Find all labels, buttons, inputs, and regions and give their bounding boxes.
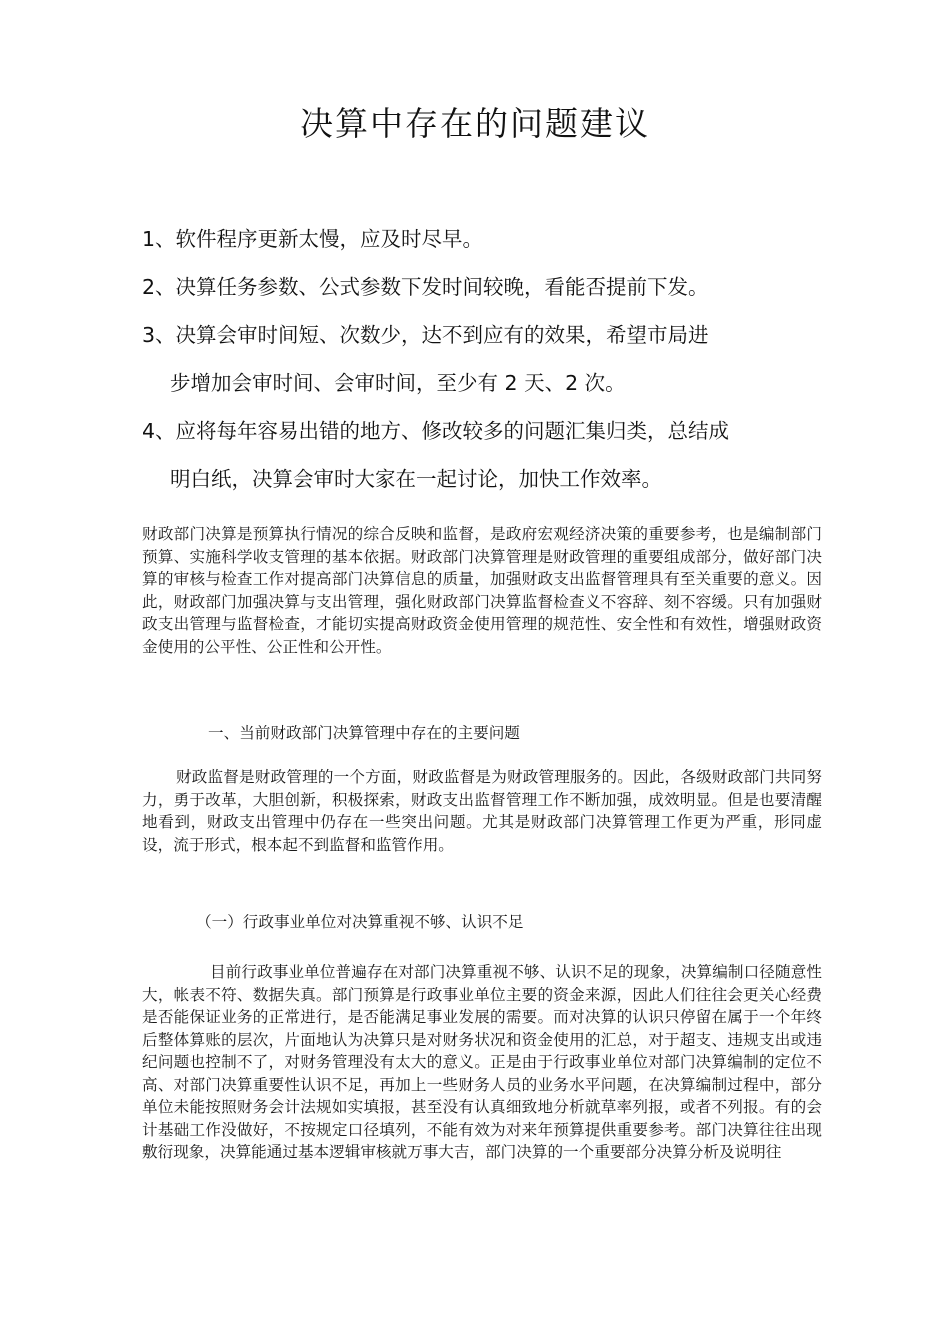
suggestion-list [142, 215, 822, 503]
body-paragraph: 目前行政事业单位普遍存在对部门决算重视不够、认识不足的现象，决算编制口径随意性大，帐表不符、数据失真。部门预算是行政事业单位主要的资金来源，因此人们往往会更关心经费是否能保证业务的正常进行，是否能满足事业发展的需要。而对决算的认识只停留在属于一个年终后整体算账的层次，片面地认为决算只是对财务状况和资金使用的汇总，对于超支、违规支出或违纪问题也控制不了，对财务管理没有太大的意义。正是由于行政事业单位对部门决算编制的定位不高、对部门决算重要性认识不足，再加上一些财务人员的业务水平问题，在决算编制过程中，部分单位未能按照财务会计法规如实填报，甚至没有认真细致地分析就草率列报，或者不列报。有的会计基础工作没做好，不按规定口径填列，不能有效为对来年预算提供重要参考。部门决算往往出现敷衍现象，决算能通过基本逻辑审核就万事大吉，部门决算的一个重要部分决算分析及说明往 [142, 963, 822, 1161]
list-item [142, 263, 822, 311]
list-item [142, 311, 822, 407]
section-heading: 一、当前财政部门决算管理中存在的主要问题 [208, 724, 520, 742]
body-paragraph: 财政监督是财政管理的一个方面，财政监督是为财政管理服务的。因此，各级财政部门共同努力，勇于改革，大胆创新，积极探索，财政支出监督管理工作不断加强，成效明显。但是也要清醒地看到，财政支出管理中仍存在一些突出问题。尤其是财政部门决算管理工作更为严重，形同虚设，流于形式，根本起不到监督和监管作用。 [142, 768, 822, 854]
document-title: 决算中存在的问题建议 [300, 104, 650, 143]
list-item-text: 2、决算任务参数、公式参数下发时间较晚，看能否提前下发。 [142, 275, 709, 299]
list-item-continuation: 步增加会审时间、会审时间，至少有 2 天、2 次。 [170, 371, 626, 395]
list-item [142, 215, 822, 263]
list-item-text: 3、决算会审时间短、次数少，达不到应有的效果，希望市局进 [142, 323, 709, 347]
subsection-heading: （一）行政事业单位对决算重视不够、认识不足 [196, 913, 524, 931]
list-item-continuation: 明白纸，决算会审时大家在一起讨论，加快工作效率。 [170, 467, 662, 491]
list-item-text: 1、软件程序更新太慢，应及时尽早。 [142, 227, 484, 251]
list-item [142, 407, 822, 503]
list-item-text: 4、应将每年容易出错的地方、修改较多的问题汇集归类，总结成 [142, 419, 730, 443]
intro-paragraph: 财政部门决算是预算执行情况的综合反映和监督，是政府宏观经济决策的重要参考，也是编制部门预算、实施科学收支管理的基本依据。财政部门决算管理是财政管理的重要组成部分，做好部门决算的审核与检查工作对提高部门决算信息的质量，加强财政支出监督管理具有至关重要的意义。因此，财政部门加强决算与支出管理，强化财政部门决算监督检查义不容辞、刻不容缓。只有加强财政支出管理与监督检查，才能切实提高财政资金使用管理的规范性、安全性和有效性，增强财政资金使用的公平性、公正性和公开性。 [142, 525, 822, 656]
